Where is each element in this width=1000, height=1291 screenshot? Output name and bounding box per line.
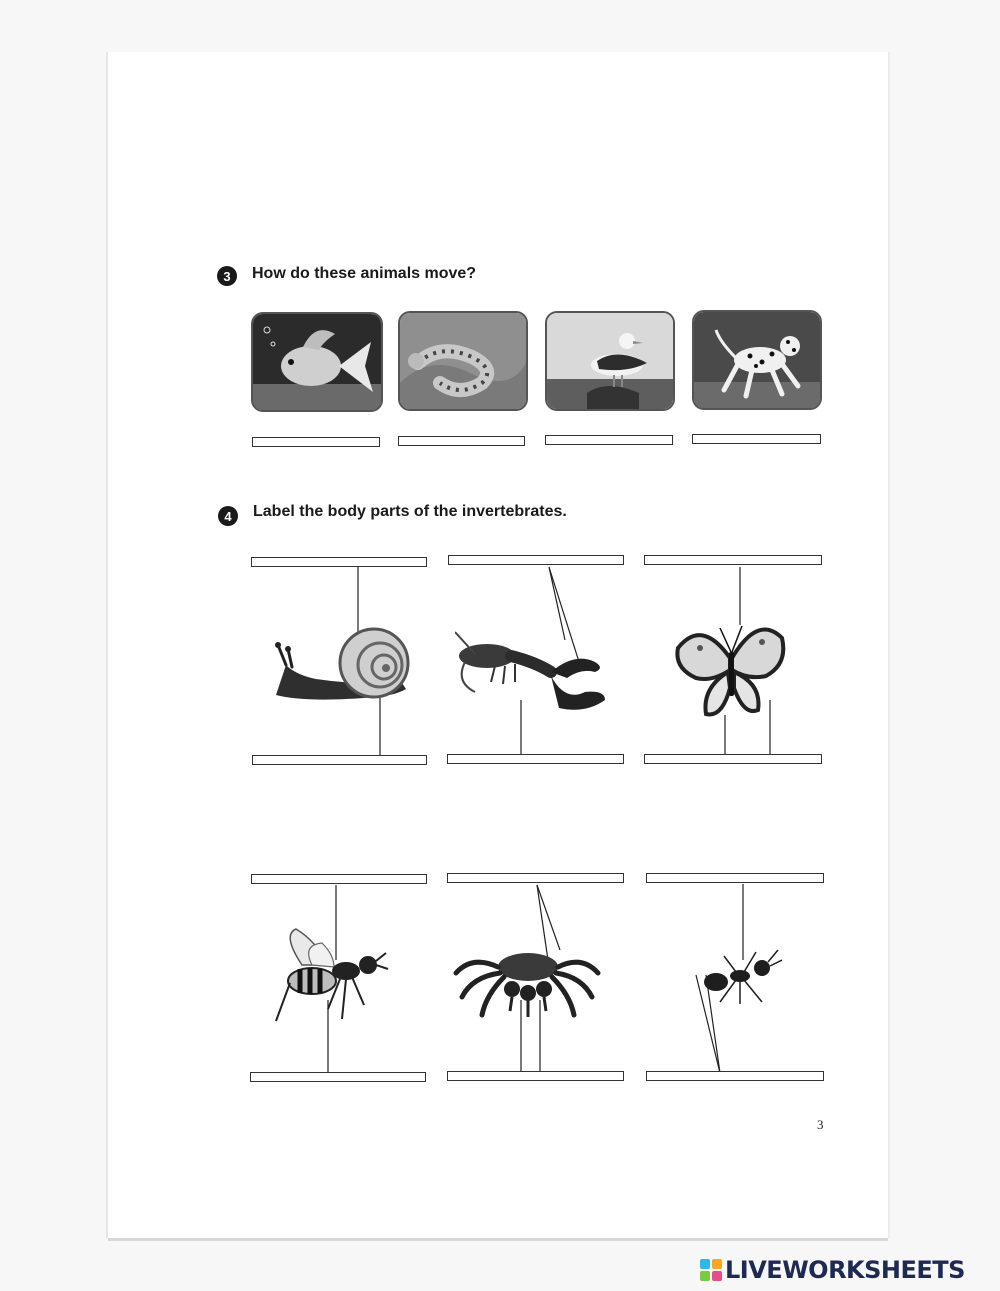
seagull-icon	[547, 313, 673, 409]
answer-dog[interactable]	[692, 434, 821, 444]
page-number: 3	[817, 1117, 824, 1132]
answer-butterfly-top[interactable]	[644, 555, 822, 565]
snake-photo	[398, 311, 528, 411]
answer-wasp-top[interactable]	[251, 874, 427, 884]
answer-crab-bottom[interactable]	[447, 1071, 624, 1081]
answer-snail-bottom[interactable]	[252, 755, 427, 765]
answer-fish[interactable]	[252, 437, 380, 447]
snake-icon	[400, 313, 526, 409]
fish-photo	[251, 312, 383, 412]
dog-photo	[692, 310, 822, 410]
question-3-number: 3	[217, 266, 237, 286]
answer-lobster-top[interactable]	[448, 555, 624, 565]
liveworksheets-brand[interactable]	[700, 1257, 965, 1283]
answer-ant-bottom[interactable]	[646, 1071, 824, 1081]
wasp-icon	[272, 925, 390, 1029]
lobster-icon	[455, 622, 615, 722]
answer-ant-top[interactable]	[646, 873, 824, 883]
liveworksheets-logo-icon	[700, 1259, 722, 1281]
question-4-text: Label the body parts of the invertebrates.	[253, 503, 567, 520]
butterfly-icon	[672, 618, 790, 722]
ant-icon	[690, 946, 782, 1006]
crab-icon	[452, 945, 602, 1025]
answer-crab-top[interactable]	[447, 873, 624, 883]
brand-text: LIVEWORKSHEETS	[725, 1256, 965, 1284]
answer-seagull[interactable]	[545, 435, 673, 445]
dalmatian-icon	[694, 312, 820, 408]
answer-lobster-bottom[interactable]	[447, 754, 624, 764]
seagull-photo	[545, 311, 675, 411]
answer-snake[interactable]	[398, 436, 525, 446]
question-3-text: How do these animals move?	[252, 265, 477, 282]
answer-wasp-bottom[interactable]	[250, 1072, 426, 1082]
answer-butterfly-bottom[interactable]	[644, 754, 822, 764]
question-4-number: 4	[218, 506, 238, 526]
snail-icon	[256, 625, 412, 709]
goldfish-icon	[253, 314, 381, 410]
answer-snail-top[interactable]	[251, 557, 427, 567]
